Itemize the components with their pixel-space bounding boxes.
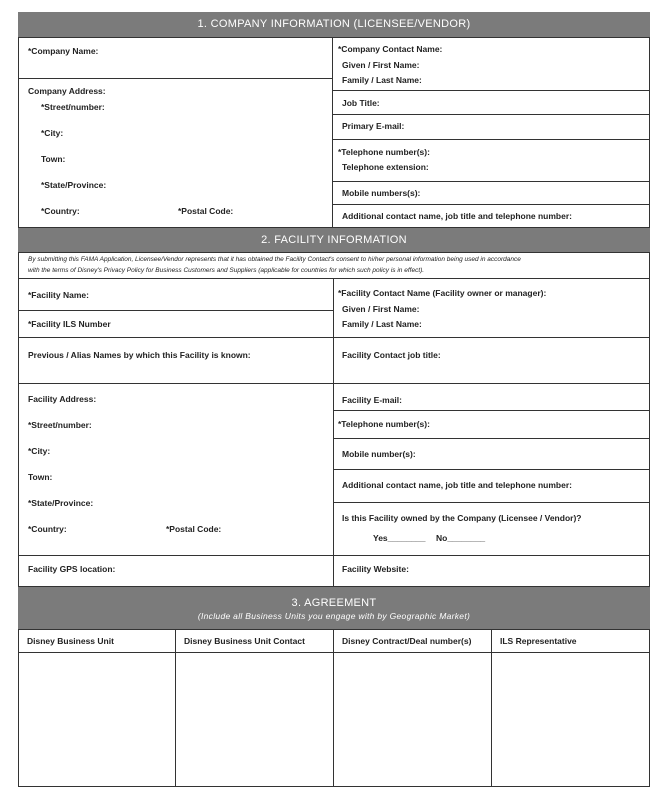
section1-title: 1. COMPANY INFORMATION (LICENSEE/VENDOR) <box>197 18 471 30</box>
facility-additional-label: Additional contact name, job title and telephone number: <box>342 480 572 490</box>
section2-title: 2. FACILITY INFORMATION <box>261 234 407 246</box>
facility-contact-name-label: *Facility Contact Name (Facility owner or manager): <box>338 288 547 298</box>
facility-address-label: Facility Address: <box>28 394 97 404</box>
divider <box>332 139 650 140</box>
company-job-title-label: Job Title: <box>342 98 380 108</box>
company-family-name-label: Family / Last Name: <box>342 75 422 85</box>
privacy-note-line1: By submitting this FAMA Application, Licensee/Vendor represents that it has obtained the Facility Contact's consent to hi/her personal information being used in accordance <box>28 256 521 263</box>
facility-gps-label: Facility GPS location: <box>28 564 116 574</box>
facility-contact-job-label: Facility Contact job title: <box>342 350 441 360</box>
facility-owned-yes[interactable]: Yes________ <box>373 533 426 543</box>
privacy-note <box>28 254 521 276</box>
section2-divider <box>333 278 334 587</box>
agreement-col-ils-representative: ILS Representative <box>500 636 577 646</box>
agreement-cell-contract-number[interactable] <box>334 653 491 786</box>
facility-name-label: *Facility Name: <box>28 290 89 300</box>
divider <box>18 278 650 279</box>
facility-state-label: *State/Province: <box>28 498 94 508</box>
agreement-cell-ils-representative[interactable] <box>492 653 649 786</box>
section2-header <box>18 228 650 252</box>
privacy-note-line2: with the terms of Disney's Privacy Policy for Business Customers and Suppliers (applicable for countries for which such policy is in effect). <box>28 267 425 274</box>
company-email-label: Primary E-mail: <box>342 121 405 131</box>
company-town-label: Town: <box>41 154 66 164</box>
facility-email-label: Facility E-mail: <box>342 395 402 405</box>
facility-family-name-label: Family / Last Name: <box>342 319 422 329</box>
company-mobile-label: Mobile numbers(s): <box>342 188 421 198</box>
company-contact-name-label: *Company Contact Name: <box>338 44 443 54</box>
divider <box>18 310 333 311</box>
divider <box>333 502 650 503</box>
agreement-col-business-unit: Disney Business Unit <box>27 636 114 646</box>
section2-frame <box>18 252 650 587</box>
facility-country-label: *Country: <box>28 524 67 534</box>
divider <box>332 114 650 115</box>
agreement-cell-business-unit[interactable] <box>19 653 175 786</box>
facility-owned-question: Is this Facility owned by the Company (Licensee / Vendor)? <box>342 513 582 523</box>
facility-owned-no[interactable]: No________ <box>436 533 486 543</box>
company-state-label: *State/Province: <box>41 180 107 190</box>
facility-website-label: Facility Website: <box>342 564 409 574</box>
divider <box>333 438 650 439</box>
facility-street-label: *Street/number: <box>28 420 92 430</box>
divider <box>332 90 650 91</box>
previous-names-label: Previous / Alias Names by which this Facility is known: <box>28 350 251 360</box>
facility-town-label: Town: <box>28 472 53 482</box>
section1-frame <box>18 37 650 228</box>
facility-telephone-label: *Telephone number(s): <box>338 419 430 429</box>
company-name-label: *Company Name: <box>28 46 99 56</box>
facility-given-name-label: Given / First Name: <box>342 304 420 314</box>
company-city-label: *City: <box>41 128 64 138</box>
company-address-label: Company Address: <box>28 86 106 96</box>
divider <box>18 383 650 384</box>
company-telephone-label: *Telephone number(s): <box>338 147 430 157</box>
divider <box>332 204 650 205</box>
agreement-cell-business-unit-contact[interactable] <box>176 653 333 786</box>
section3-header <box>18 587 650 629</box>
agreement-col-business-unit-contact: Disney Business Unit Contact <box>184 636 305 646</box>
facility-ils-label: *Facility ILS Number <box>28 319 111 329</box>
facility-mobile-label: Mobile number(s): <box>342 449 416 459</box>
facility-city-label: *City: <box>28 446 51 456</box>
agreement-col-contract-number: Disney Contract/Deal number(s) <box>342 636 472 646</box>
company-given-name-label: Given / First Name: <box>342 60 420 70</box>
divider <box>18 337 650 338</box>
section1-header <box>18 12 650 37</box>
divider <box>18 78 333 79</box>
divider <box>333 410 650 411</box>
company-additional-label: Additional contact name, job title and telephone number: <box>342 211 572 221</box>
divider <box>332 181 650 182</box>
divider <box>333 469 650 470</box>
company-postal-label: *Postal Code: <box>178 206 234 216</box>
section3-subtitle: (Include all Business Units you engage with by Geographic Market) <box>197 611 471 621</box>
company-country-label: *Country: <box>41 206 80 216</box>
company-extension-label: Telephone extension: <box>342 162 429 172</box>
divider <box>18 555 650 556</box>
company-street-label: *Street/number: <box>41 102 105 112</box>
facility-postal-label: *Postal Code: <box>166 524 222 534</box>
section1-divider <box>332 37 333 228</box>
section3-title: 3. AGREEMENT <box>291 597 377 609</box>
